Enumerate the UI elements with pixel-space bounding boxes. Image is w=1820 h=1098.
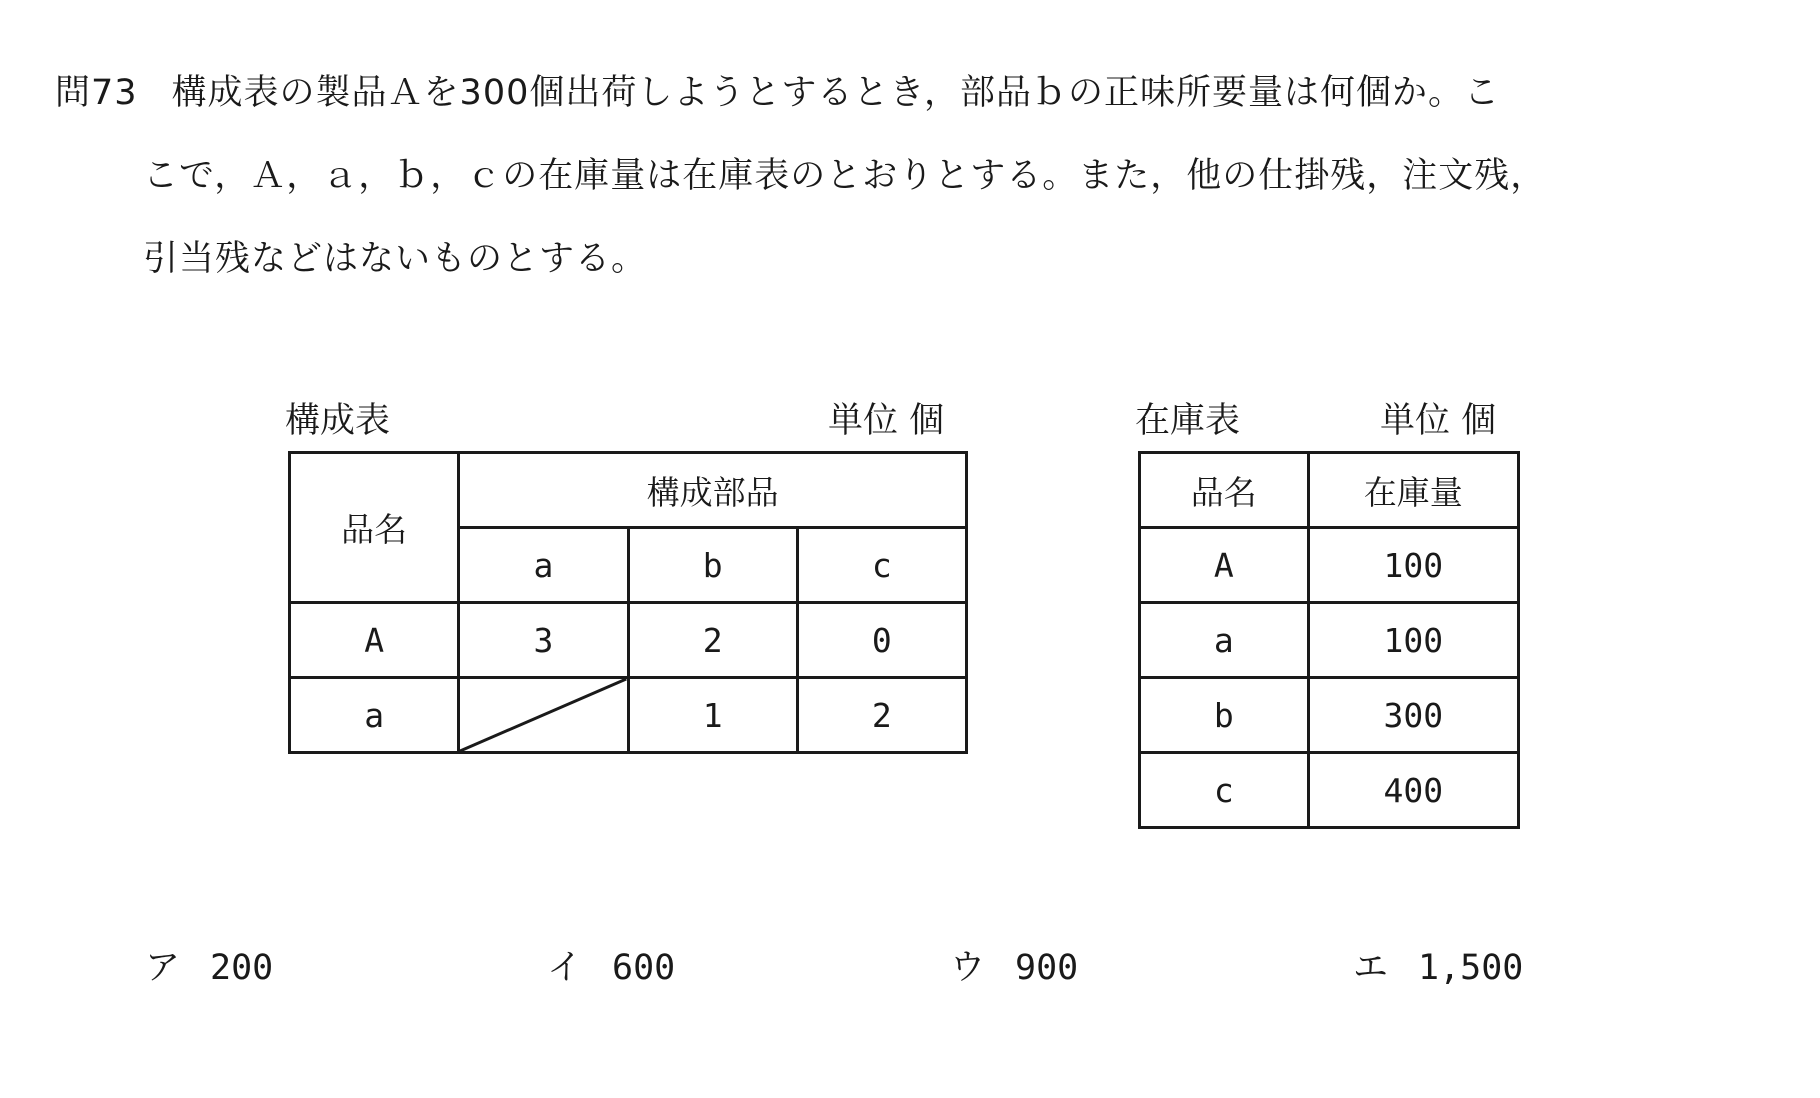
stock-row-item: A bbox=[1140, 528, 1309, 603]
stock-row bbox=[1140, 528, 1519, 603]
stock-row-value: 100 bbox=[1308, 603, 1518, 678]
stock-row bbox=[1140, 603, 1519, 678]
question-line-1-text: 構成表の製品Ａを300個出荷しようとするとき，部品ｂの正味所要量は何個か。こ bbox=[171, 73, 1500, 113]
config-header-item: 品名 bbox=[290, 453, 459, 603]
stock-row-item: a bbox=[1140, 603, 1309, 678]
stock-row-item: c bbox=[1140, 753, 1309, 828]
choice-e[interactable] bbox=[1353, 940, 1523, 990]
stock-header-stock: 在庫量 bbox=[1308, 453, 1518, 528]
config-cell-not-applicable bbox=[459, 678, 628, 753]
stock-row-item: b bbox=[1140, 678, 1309, 753]
stock-table bbox=[1138, 451, 1520, 829]
config-row-a bbox=[290, 678, 967, 753]
config-cell: 2 bbox=[628, 603, 797, 678]
config-cell: 2 bbox=[797, 678, 966, 753]
diagonal-slash bbox=[460, 679, 626, 751]
question-text bbox=[55, 52, 1755, 301]
choice-value: 600 bbox=[612, 948, 676, 988]
config-row-A bbox=[290, 603, 967, 678]
choice-mark: ウ bbox=[950, 948, 986, 988]
stock-row bbox=[1140, 678, 1519, 753]
config-row-item: A bbox=[290, 603, 459, 678]
config-part-col-c: c bbox=[797, 528, 966, 603]
choice-mark: エ bbox=[1353, 948, 1389, 988]
stock-header-item: 品名 bbox=[1140, 453, 1309, 528]
config-part-col-b: b bbox=[628, 528, 797, 603]
stock-row bbox=[1140, 753, 1519, 828]
stock-table-unit: 単位 個 bbox=[1380, 401, 1497, 441]
config-header-parts: 構成部品 bbox=[459, 453, 967, 528]
choice-value: 200 bbox=[210, 948, 274, 988]
config-cell: 0 bbox=[797, 603, 966, 678]
choice-value: 1,500 bbox=[1418, 948, 1524, 988]
config-part-col-a: a bbox=[459, 528, 628, 603]
choice-a[interactable] bbox=[145, 940, 273, 990]
question-number: 問73 bbox=[55, 73, 138, 113]
config-table-unit: 単位 個 bbox=[828, 401, 945, 441]
stock-row-value: 400 bbox=[1308, 753, 1518, 828]
config-row-item: a bbox=[290, 678, 459, 753]
stock-table-caption: 在庫表 bbox=[1135, 401, 1241, 441]
choice-mark: イ bbox=[547, 948, 583, 988]
config-cell: 3 bbox=[459, 603, 628, 678]
question-line-2: こで，Ａ，ａ，ｂ，ｃの在庫量は在庫表のとおりとする。また，他の仕掛残，注文残， bbox=[143, 156, 1547, 196]
choice-u[interactable] bbox=[950, 940, 1078, 990]
stock-row-value: 100 bbox=[1308, 528, 1518, 603]
config-cell: 1 bbox=[628, 678, 797, 753]
choice-mark: ア bbox=[145, 948, 181, 988]
choice-value: 900 bbox=[1015, 948, 1079, 988]
config-table bbox=[288, 451, 968, 754]
choice-i[interactable] bbox=[547, 940, 675, 990]
question-line-3: 引当残などはないものとする。 bbox=[143, 239, 648, 279]
question-line-1 bbox=[55, 52, 1755, 135]
config-table-caption: 構成表 bbox=[285, 401, 391, 441]
stock-row-value: 300 bbox=[1308, 678, 1518, 753]
